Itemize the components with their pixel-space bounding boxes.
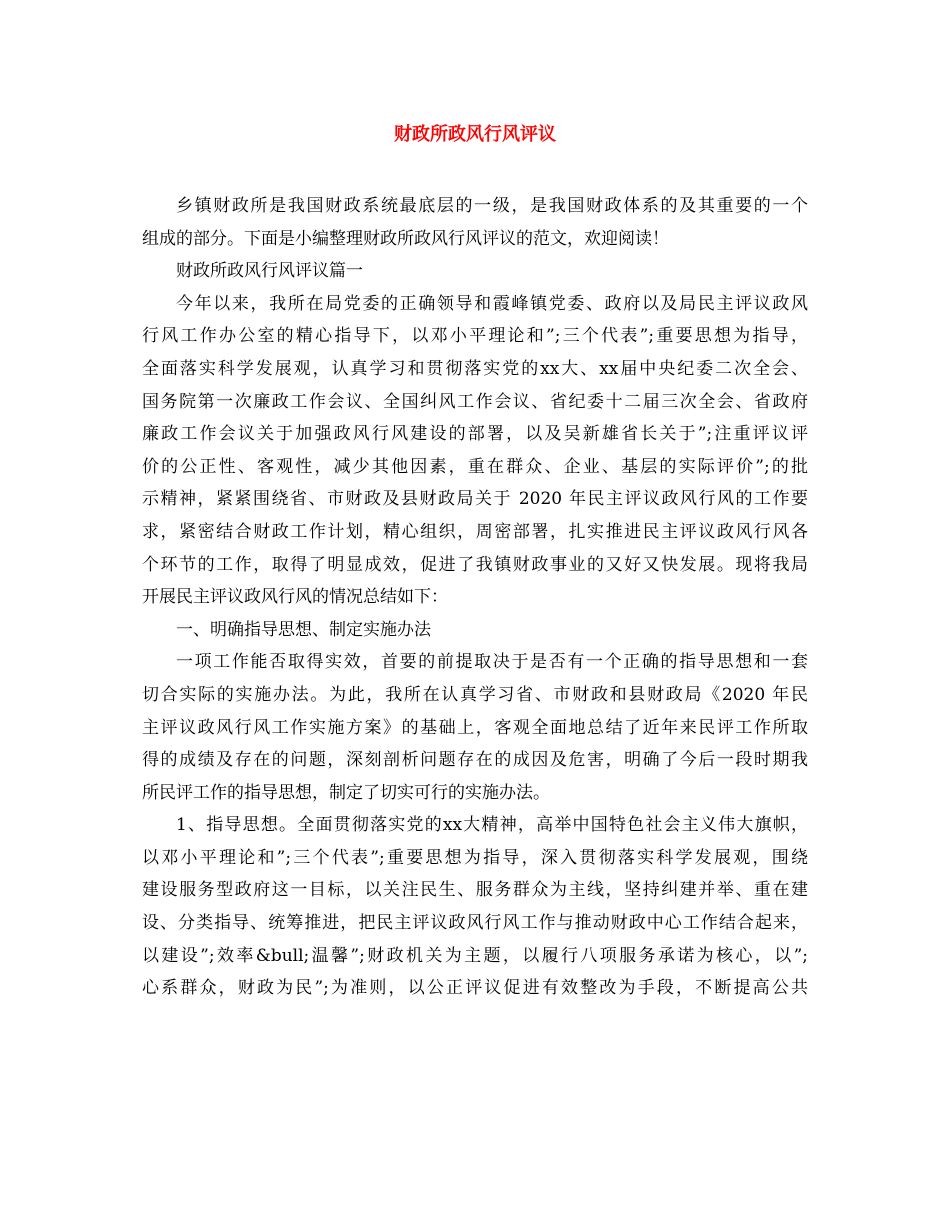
text-line: 行风工作办公室的精心指导下，以邓小平理论和”;三个代表”;重要思想为指导， — [142, 326, 808, 347]
section-heading: 一、明确指导思想、制定实施办法 — [176, 619, 431, 640]
text-line: 以建设”;效率&bull;温馨”;财政机关为主题，以履行八项服务承诺为核心，以”; — [142, 945, 808, 966]
text-line: 今年以来，我所在局党委的正确领导和霞峰镇党委、政府以及局民主评议政风 — [176, 293, 808, 314]
text-line: 全面落实科学发展观，认真学习和贯彻落实党的xx大、xx届中央纪委二次全会、 — [142, 358, 808, 379]
document-body — [142, 190, 808, 1005]
text-line: 国务院第一次廉政工作会议、全国纠风工作会议、省纪委十二届三次全会、省政府 — [142, 391, 808, 412]
text-line: 一项工作能否取得实效，首要的前提取决于是否有一个正确的指导思想和一套 — [176, 652, 808, 673]
text-line: 所民评工作的指导思想，制定了切实可行的实施办法。 — [142, 782, 550, 803]
text-line: 得的成绩及存在的问题，深刻剖析问题存在的成因及危害，明确了今后一段时期我 — [142, 750, 808, 771]
text-line: 廉政工作会议关于加强政风行风建设的部署，以及吴新雄省长关于”;注重评议评 — [142, 424, 808, 445]
text-line: 设、分类指导、统筹推进，把民主评议政风行风工作与推动财政中心工作结合起来， — [142, 913, 808, 934]
text-line: 求，紧密结合财政工作计划，精心组织，周密部署，扎实推进民主评议政风行风各 — [142, 521, 808, 542]
text-line: 以邓小平理论和”;三个代表”;重要思想为指导，深入贯彻落实科学发展观，围绕 — [142, 847, 808, 868]
text-line: 开展民主评议政风行风的情况总结如下： — [142, 587, 448, 608]
text-line: 建设服务型政府这一目标，以关注民生、服务群众为主线，坚持纠建并举、重在建 — [142, 880, 808, 901]
text-line: 乡镇财政所是我国财政系统最底层的一级，是我国财政体系的及其重要的一个 — [176, 196, 808, 216]
text-line: 价的公正性、客观性，减少其他因素，重在群众、企业、基层的实际评价”;的批 — [142, 456, 808, 477]
text-line: 切合实际的实施办法。为此，我所在认真学习省、市财政和县财政局《2020 年民 — [142, 684, 808, 705]
text-line: 主评议政风行风工作实施方案》的基础上，客观全面地总结了近年来民评工作所取 — [142, 717, 808, 738]
text-line: 示精神，紧紧围绕省、市财政及县财政局关于 2020 年民主评议政风行风的工作要 — [142, 489, 808, 510]
section-heading: 财政所政风行风评议篇一 — [176, 261, 363, 282]
text-line: 心系群众，财政为民”;为准则，以公正评议促进有效整改为手段，不断提高公共 — [142, 978, 808, 999]
document-title: 财政所政风行风评议 — [394, 124, 556, 145]
text-line: 1、指导思想。全面贯彻落实党的xx大精神，高举中国特色社会主义伟大旗帜， — [176, 815, 808, 836]
text-line: 个环节的工作，取得了明显成效，促进了我镇财政事业的又好又快发展。现将我局 — [142, 554, 808, 575]
text-line: 组成的部分。下面是小编整理财政所政风行风评议的范文，欢迎阅读！ — [142, 228, 669, 249]
